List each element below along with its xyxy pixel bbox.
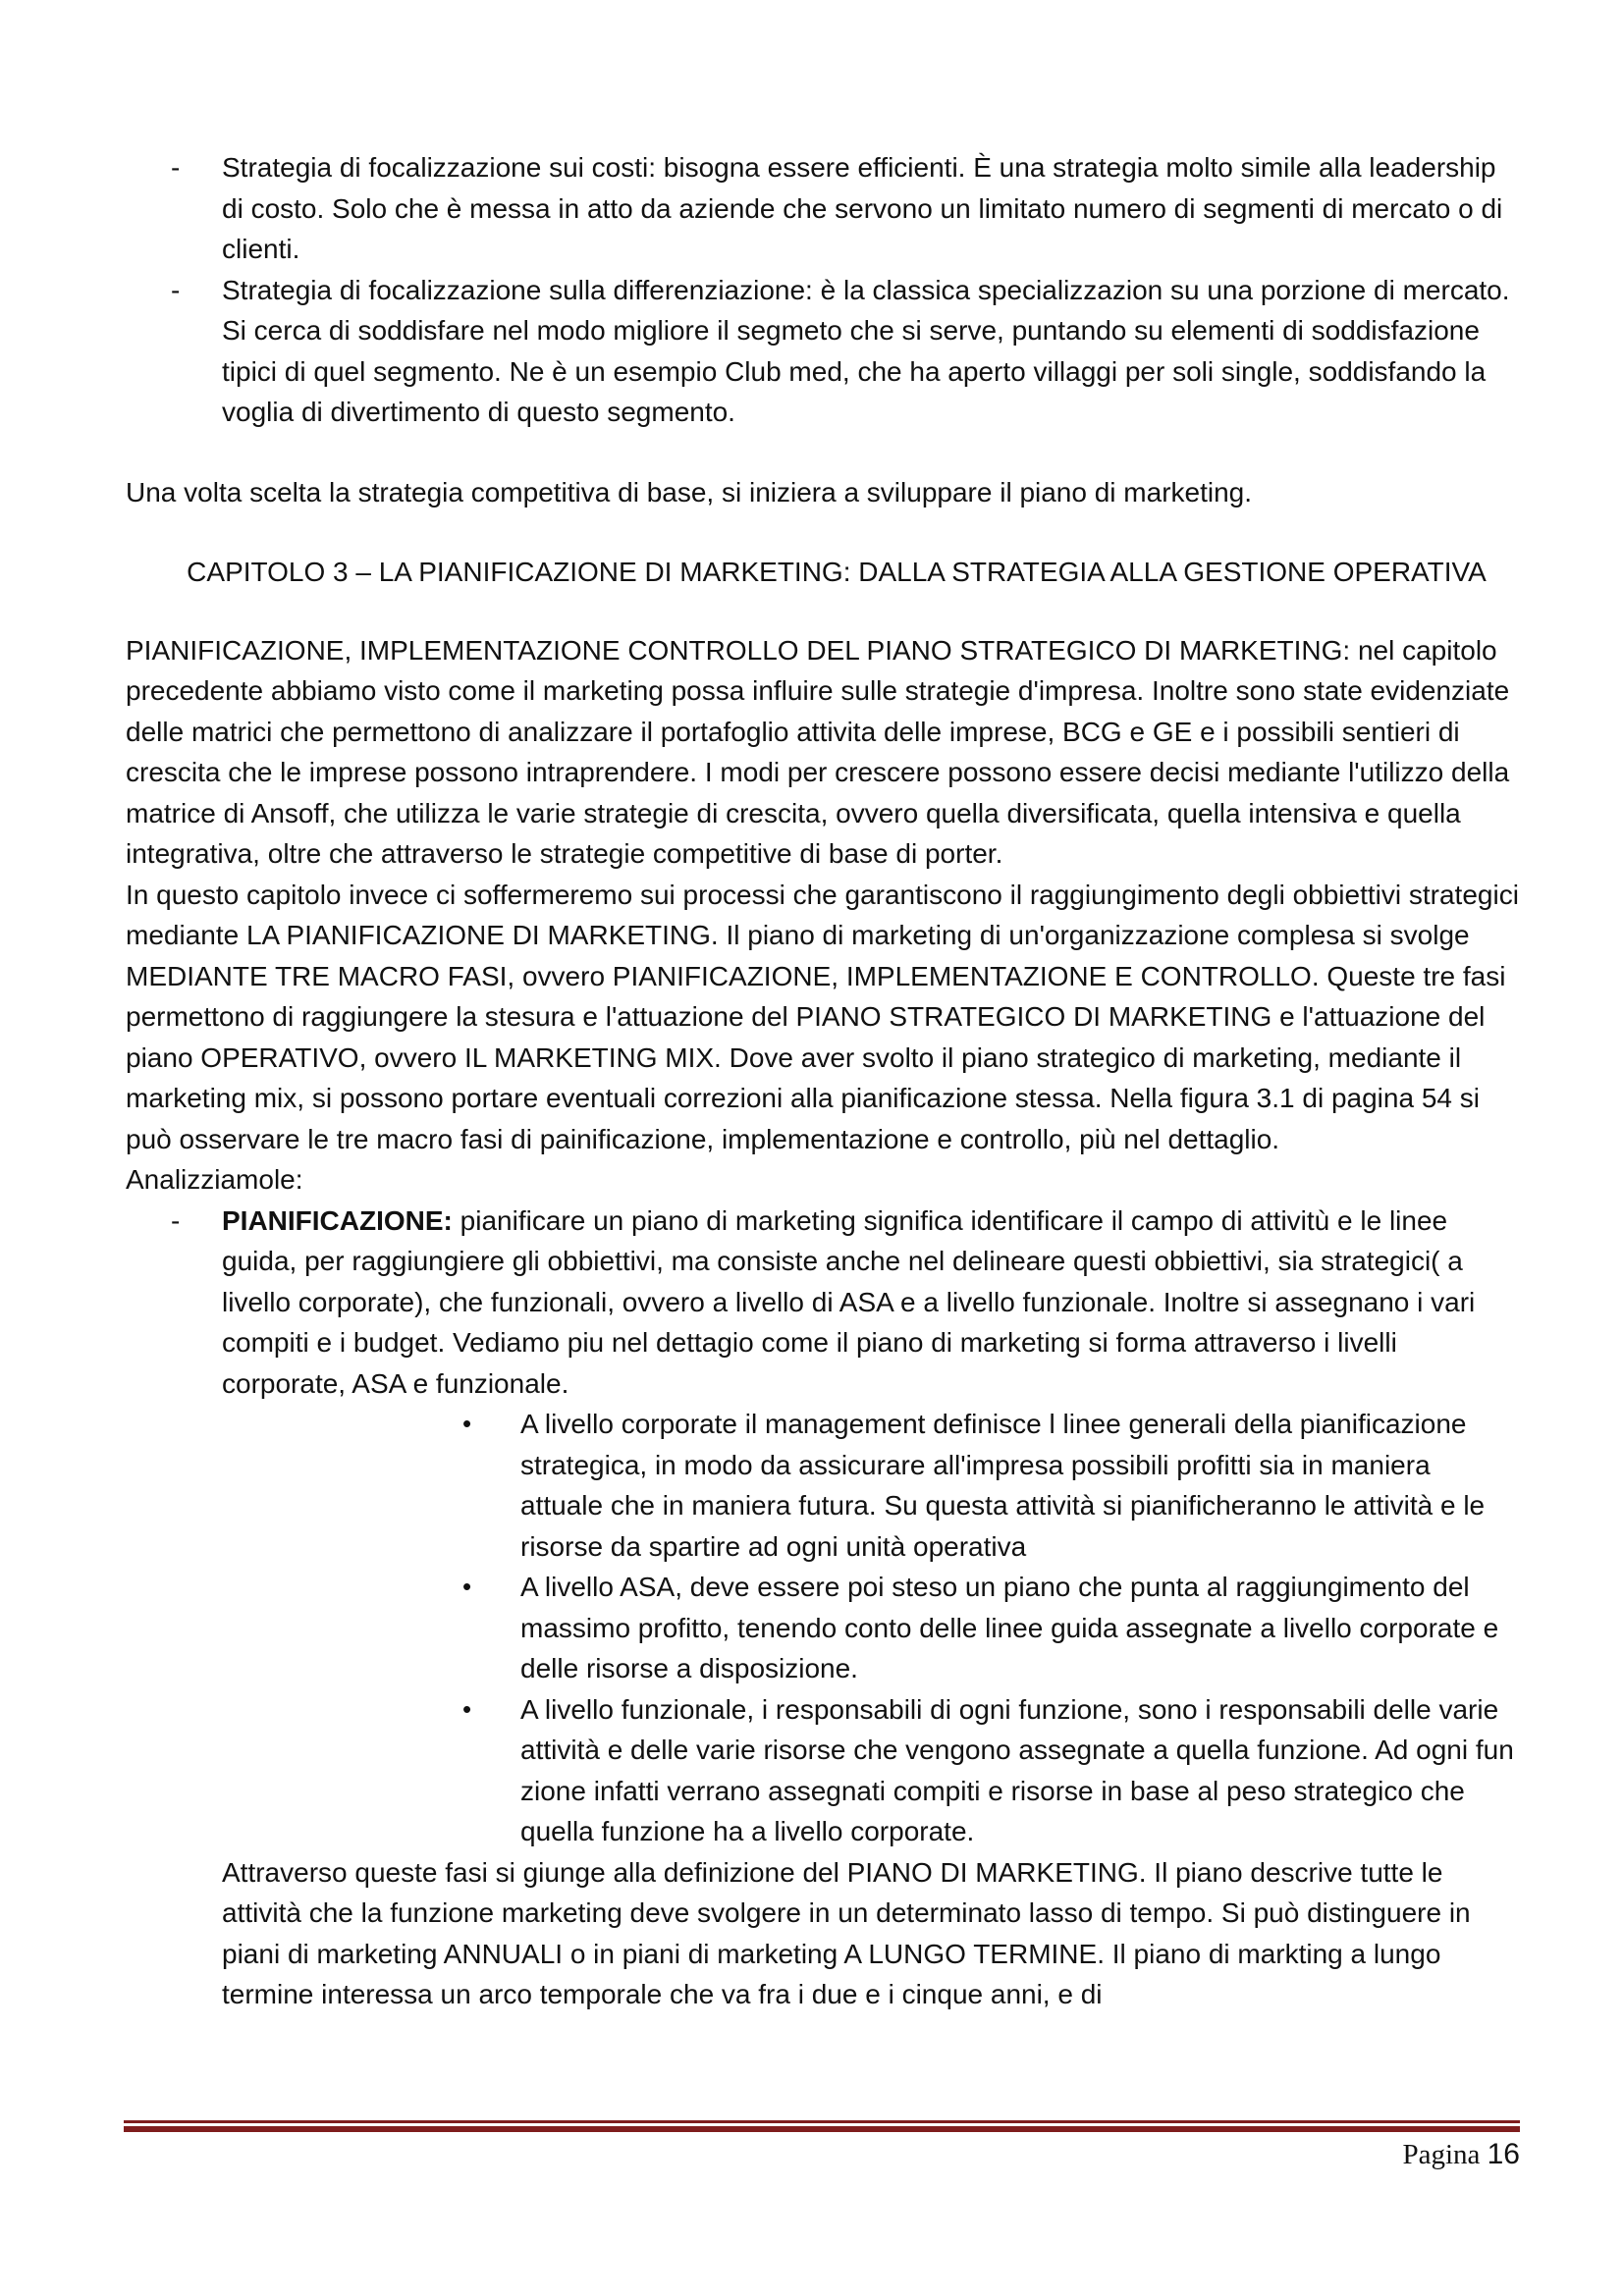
list-item-pianificazione [126,1201,1520,1405]
spacer [126,433,1520,472]
paragraph-chapter-intro: In questo capitolo invece ci soffermeremo sui processi che garantiscono il raggiungimento degli obbiettivi strategici mediante LA PIANIFICAZIONE DI MARKETING. Il piano di marketing di un'organizzazione complesa si svolge MEDIANTE TRE MACRO FASI, ovvero PIANIFICAZIONE, IMPLEMENTAZIONE E CONTROLLO. Queste tre fasi permettono di raggiungere la stesura e l'attuazione del PIANO STRATEGICO DI MARKETING e l'attuazione del piano OPERATIVO, ovvero IL MARKETING MIX. Dove aver svolto il piano strategico di marketing, mediante il marketing mix, si possono portare eventuali correzioni alla pianificazione stessa. Nella figura 3.1 di pagina 54 si può osservare le tre macro fasi di painificazione, implementazione e controllo, più nel dettaglio. [126,879,1519,1154]
list-item-text: Strategia di focalizzazione sulla differenziazione: è la classica specializzazion su una porzione di mercato. Si cerca di soddisfare nel modo migliore il segmeto che si serve, puntando su elementi di soddisfazione tipici di quel segmento. Ne è un esempio Club med, che ha aperto villaggi per soli single, soddisfando la voglia di divertimento di questo segmento. [222,274,1510,427]
list-item-text: A livello ASA, deve essere poi steso un piano che punta al raggiungimento del massimo profitto, tenendo conto delle linee guida assegnate a livello corporate e delle risorse a disposizione. [520,1572,1499,1683]
list-item-text: A livello corporate il management definisce l linee generali della pianificazione strategica, in modo da assicurare all'impresa possibili profitti sia in maniera attuale che in maniera futura. Su questa attività si pianificheranno le attività e le risorse da spartire ad ogni unità operativa [520,1409,1486,1562]
pianificazione-text: pianificare un piano di marketing significa identificare il campo di attivitù e le linee guida, per raggiungiere gli obbiettivi, ma consiste anche nel delineare questi obbiettivi, sia strategici( a livello corporate), che funzionali, ovvero a livello di ASA e a livello funzionale. Inoltre si assegnano i vari compiti e i budget. Vediamo piu nel dettagio come il piano di marketing si forma attraverso i livelli corporate, ASA e funzionale. [222,1204,1476,1399]
spacer [126,593,1520,630]
page-number: 16 [1487,2138,1520,2170]
paragraph-closing: Attraverso queste fasi si giunge alla definizione del PIANO DI MARKETING. Il piano descrive tutte le attività che la funzione marketing deve svolgere in un determinato lasso di tempo. Si può distinguere in piani di marketing ANNUALI o in piani di marketing A LUNGO TERMINE. Il piano di markting a lungo termine interessa un arco temporale che va fra i due e i cinque anni, e di [222,1856,1471,2009]
list-item-focus-differentiation [126,270,1520,433]
list-item-text: Strategia di focalizzazione sui costi: bisogna essere efficienti. È una strategia molto simile alla leadership di costo. Solo che è messa in atto da aziende che servono un limitato numero di segmenti di mercato o di clienti. [222,152,1503,264]
footer-rule [124,2120,1520,2132]
chapter-title: CAPITOLO 3 – LA PIANIFICAZIONE DI MARKETING: DALLA STRATEGIA ALLA GESTIONE OPERATIVA [187,557,1487,587]
intro-strategy-list [126,147,1520,433]
page-body [126,147,1520,2015]
footer-rule-thick [124,2126,1520,2132]
list-item-focus-costs [126,147,1520,270]
transition-paragraph: Una volta scelta la strategia competitiva di base, si iniziera a sviluppare il piano di marketing. [126,476,1253,507]
dash-marker: - [171,152,181,183]
bullet-icon: • [462,1572,472,1601]
spacer [126,512,1520,552]
page-label: Pagina [1402,2139,1481,2170]
pianificazione-label: PIANIFICAZIONE: [222,1204,453,1236]
list-item-level-asa [126,1567,1520,1689]
footer-rule-thin [124,2120,1520,2123]
levels-list [126,1404,1520,1852]
bullet-icon: • [462,1409,472,1438]
list-item-text: A livello funzionale, i responsabili di ogni funzione, sono i responsabili delle varie attività e delle varie risorse che vengono assegnate a quella funzione. Ad ogni fun zione infatti verrano assegnati compiti e risorse in base al peso strategico che quella funzione ha a livello corporate. [520,1693,1514,1846]
list-item-level-corporate [126,1404,1520,1567]
phases-list [126,1201,1520,1405]
bullet-icon: • [462,1693,472,1724]
paragraph-overview: PIANIFICAZIONE, IMPLEMENTAZIONE CONTROLLO DEL PIANO STRATEGICO DI MARKETING: nel capitolo precedente abbiamo visto come il marketing possa influire sulle strategie d'impresa. Inoltre sono state evidenziate delle matrici che permettono di analizzare il portafoglio attivita delle imprese, BCG e GE e i possibili sentieri di crescita che le imprese possono intraprendere. I modi per crescere possono essere decisi mediante l'utilizzo della matrice di Ansoff, che utilizza le varie strategie di crescita, ovvero quella diversificata, quella intensiva e quella integrativa, oltre che attraverso le strategie competitive di base di porter. [126,634,1510,869]
dash-marker: - [171,274,181,305]
paragraph-analizziamole: Analizziamole: [126,1164,303,1195]
list-item-level-funzionale [126,1689,1520,1852]
dash-marker: - [171,1204,181,1236]
page-number-footer [1402,2138,1520,2171]
